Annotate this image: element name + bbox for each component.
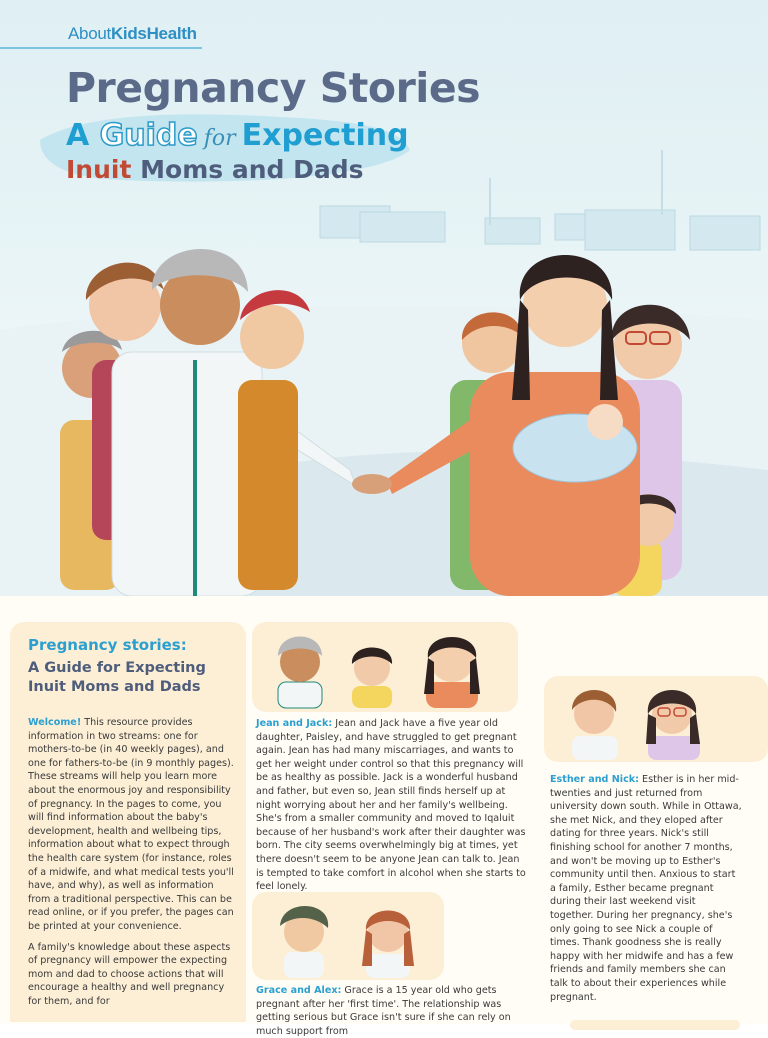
grace-alex-portraits: [266, 894, 426, 978]
subtitle-moms-dads: Moms and Dads: [140, 155, 364, 184]
esther-nick-name: Esther and Nick:: [550, 774, 639, 785]
alex-portrait: [280, 906, 328, 978]
welcome-label: Welcome!: [28, 717, 82, 728]
intro-paragraph-2: A family's knowledge about these aspects of pregnancy will empower the expecting mom and dad to choose actions that will encourage a healthy and well pregnancy for them, and for: [28, 941, 231, 1007]
jack-portrait: [278, 637, 322, 709]
jean-jack-portraits: [262, 624, 502, 708]
next-portrait-card-edge: [570, 1020, 740, 1030]
grace-alex-name: Grace and Alex:: [256, 985, 342, 996]
paisley-portrait: [352, 648, 392, 709]
esther-nick-story: [550, 773, 742, 1004]
esther-nick-portraits: [560, 678, 740, 760]
jean-jack-name: Jean and Jack:: [256, 718, 333, 729]
brand-about: About: [68, 24, 111, 43]
subtitle-inuit: Inuit: [66, 155, 132, 184]
subtitle-guide: Guide: [99, 118, 198, 153]
subtitle-for: for: [203, 126, 236, 151]
jean-jack-text: Jean and Jack have a five year old daughter, Paisley, and have struggled to get pregnant again. Jean has had many miscarriages, and wants to get her weight under control so that this pregnancy will be as healthy as possible. Jack is a wonderful husband and father, but even so, Jean still finds herself up at night worrying about her and her family's wellbeing. She's from a smaller community and moved to Iqaluit because of her husband's work after their daughter was born. The city seems overwhelmingly big at times, yet there doesn't seem to be anyone Jean can talk to. Jean is tempted to take comfort in alcohol when she starts to feel lonely.: [256, 718, 526, 893]
subtitle-expecting: Expecting: [241, 118, 409, 153]
subtitle-a: A: [66, 118, 90, 153]
jean-portrait: [424, 637, 480, 708]
intro-subheading: A Guide for Expecting Inuit Moms and Dads: [28, 660, 206, 695]
grace-portrait: [362, 911, 414, 979]
cover-subtitle-line1: [66, 118, 409, 153]
cover-subtitle-line2: [66, 155, 364, 184]
brand-underline: [0, 47, 202, 49]
intro-paragraph-1-text: This resource provides information in two streams: one for mothers-to-be (in 40 weekly pages), and one for fathers-to-be (in 9 monthly pages). These streams will help you learn more about the enormous joy and responsibility of pregnancy. In the pages to come, you will find information about the baby's development, health and wellbeing tips, information about what to expect through the health care system (for instance, roles of a midwife, and what medical tests you'll have, and why), as well as information from a traditional perspective. This can be read online, or if you prefer, the pages can be printed at your convenience.: [28, 717, 234, 932]
grace-alex-text: Grace is a 15 year old who gets pregnant after her 'first time'. The relationship was getting serious but Grace isn't sure if she can rely on much support from: [256, 985, 511, 1037]
intro-body: [28, 716, 234, 1015]
grace-alex-story: [256, 984, 528, 1038]
brand-logo: [68, 24, 197, 44]
brand-kidshealth: KidsHealth: [110, 24, 197, 43]
esther-nick-text: Esther is in her mid-twenties and just returned from university down south. While in Ottawa, she met Nick, and they eloped after dating for three years. Nick's still finishing school for another 7 months, and won't be moving up to Esther's community until then. Anxious to start a family, Esther became pregnant during their last weekend visit together. During her pregnancy, she's only going to see Nick a couple of times. Thank goodness she is really happy with her midwife and has a few friends and family members she can talk to about their experiences while pregnant.: [550, 774, 742, 1003]
intro-paragraph-1: [28, 716, 234, 934]
content-page: [0, 596, 768, 1037]
jean-jack-story: [256, 717, 528, 894]
nick-portrait: [572, 690, 618, 760]
intro-heading: Pregnancy stories:: [28, 636, 187, 654]
cover-title: Pregnancy Stories: [66, 64, 481, 112]
esther-portrait: [646, 690, 700, 760]
